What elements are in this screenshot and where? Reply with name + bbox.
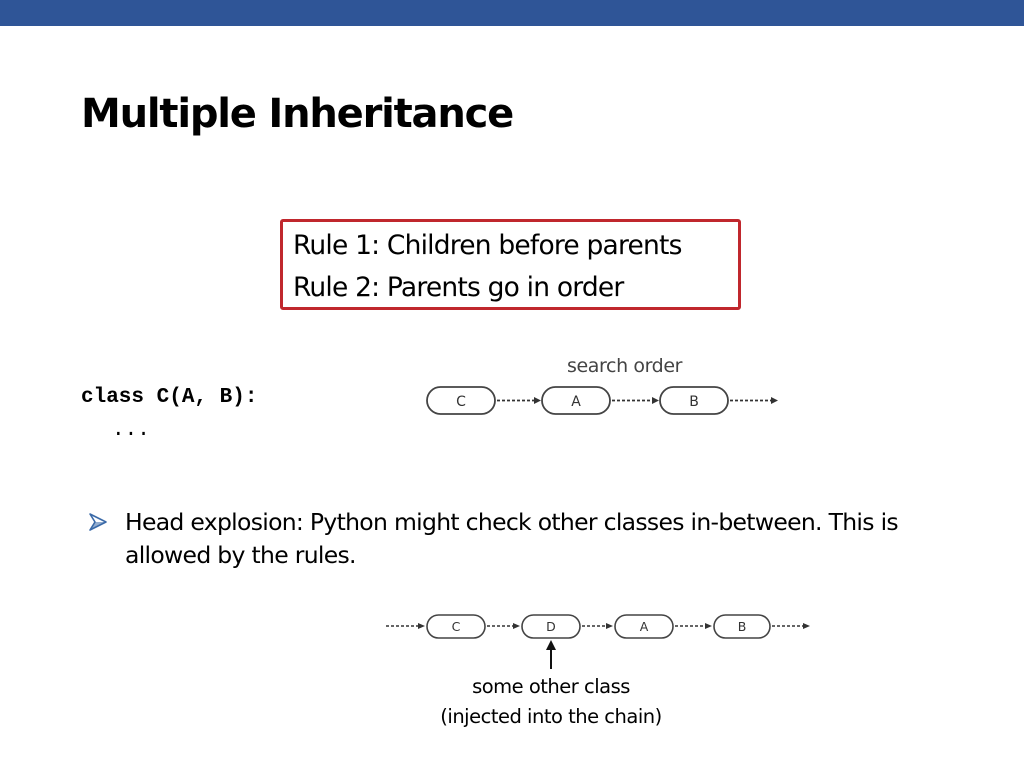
search-order-label: search order [567,355,683,377]
injected-class-caption-detail: (injected into the chain) [440,705,662,728]
arrowhead-icon [534,397,541,404]
node-d-label: D [546,619,556,634]
arrowhead-icon [705,623,712,629]
rules-box [280,219,741,310]
arrowhead-icon [771,397,778,404]
node-b-label: B [737,619,747,634]
node-c-label: C [451,619,461,634]
node-c-label: C [456,394,466,410]
rule-2-text: Rule 2: Parents go in order [293,272,624,303]
top-accent-bar [0,0,1024,26]
arrowhead-bullet-icon [88,512,108,532]
arrowhead-icon [803,623,810,629]
code-class-definition: class C(A, B): [81,386,258,409]
arrowhead-icon [513,623,520,629]
arrowhead-icon [606,623,613,629]
slide-title: Multiple Inheritance [81,91,514,137]
node-a-label: A [639,619,649,634]
node-b-label: B [689,394,699,410]
code-ellipsis: ... [112,419,150,442]
injected-chain-diagram [380,605,820,675]
injected-class-caption: some other class [472,675,630,698]
arrowhead-icon [652,397,659,404]
arrowhead-icon [418,623,425,629]
node-a-label: A [571,394,581,410]
search-order-diagram [420,352,800,422]
rule-1-text: Rule 1: Children before parents [293,230,682,261]
bullet-text: Head explosion: Python might check other classes in-between. This is allowed by the rules. [125,508,898,569]
up-arrow-icon [546,640,556,650]
